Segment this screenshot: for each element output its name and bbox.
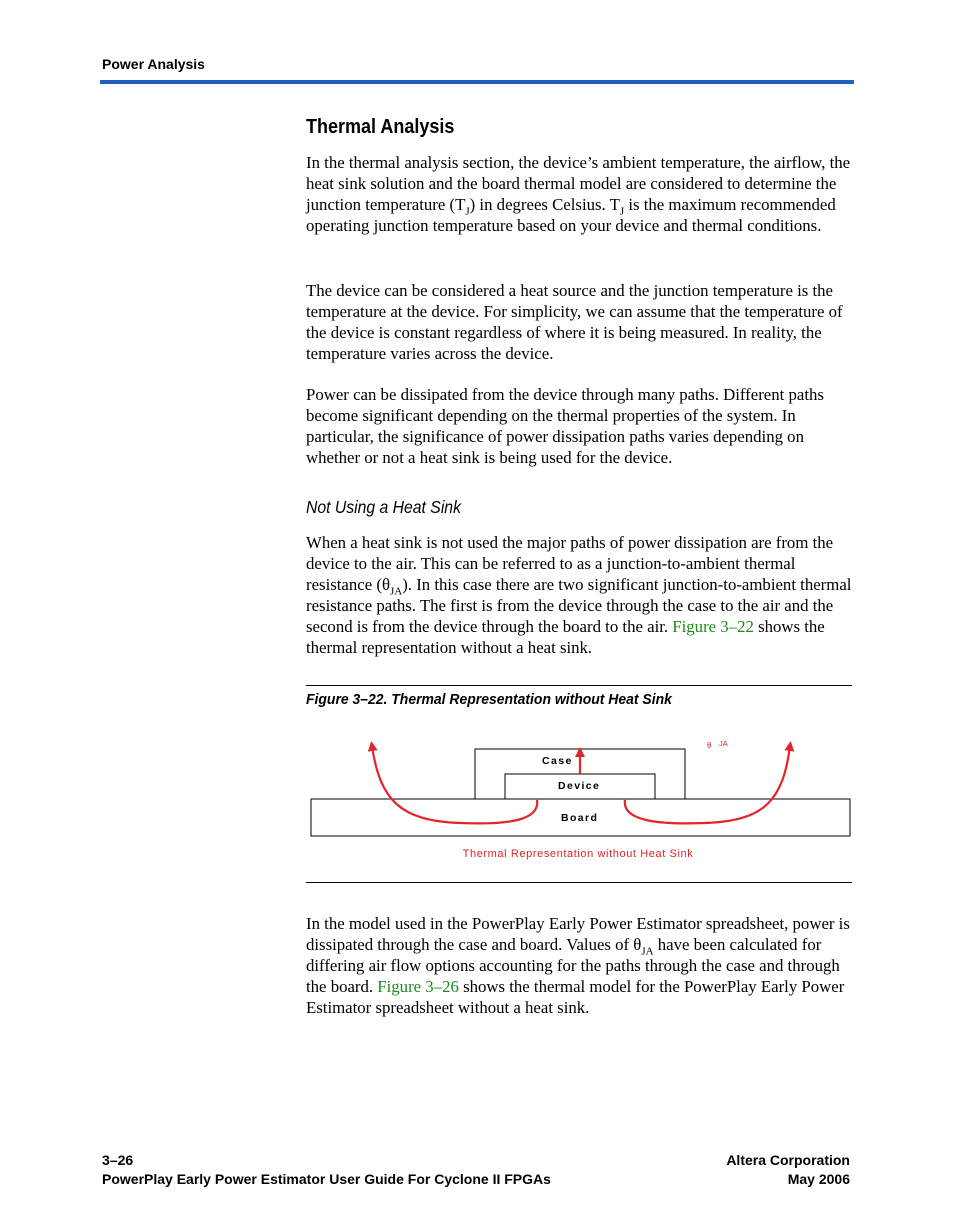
case-label: Case [542,755,573,767]
figure-bottom-rule [306,882,852,883]
paragraph-text: shows the thermal model for the PowerPlay Early Power Estimator spreadsheet without a heat sink. [306,977,845,1017]
header-rule [100,80,854,84]
section-title: Thermal Analysis [306,116,455,138]
document-title: PowerPlay Early Power Estimator User Guide For Cyclone II FPGAs [102,1171,551,1187]
paragraph-text: ) in degrees Celsius. T [469,195,620,214]
thermal-diagram [300,730,860,870]
device-label: Device [558,780,601,792]
subscript: J [465,205,470,218]
figure-3-26-link[interactable]: Figure 3–26 [377,977,459,996]
subscript: JA [641,945,654,958]
footer-left [102,1151,551,1189]
paragraph-text: shows the thermal representation without a heat sink. [306,617,825,657]
figure-top-rule [306,685,852,686]
figure-caption: Figure 3–22. Thermal Representation without Heat Sink [306,691,672,708]
paragraph-model [306,913,854,1018]
theta-symbol: θ [707,741,712,750]
company-name: Altera Corporation [726,1152,850,1168]
paragraph-no-heat-sink [306,532,854,658]
publication-date: May 2006 [787,1171,850,1187]
paragraph-text: ). In this case there are two significant junction-to-ambient thermal resistance paths. The first is from the device through the case to the air and the second is from the device through the board to the air. [306,575,852,636]
paragraph-text: In the model used in the PowerPlay Early Power Estimator spreadsheet, power is dissipated through the case and board. Values of θ [306,914,850,954]
board-label: Board [561,812,599,824]
paragraph-text: When a heat sink is not used the major paths of power dissipation are from the device to the air. This can be referred to as a junction-to-ambient thermal resistance (θ [306,533,834,594]
paragraph-power-paths: Power can be dissipated from the device through many paths. Different paths become significant depending on the thermal properties of the system. In particular, the significance of power dissipation paths varies depending on whether or not a heat sink is being used for the device. [306,385,824,467]
page-number: 3–26 [102,1152,134,1168]
paragraph-intro [306,152,854,236]
running-header: Power Analysis [102,56,205,72]
figure-3-22-link[interactable]: Figure 3–22 [672,617,754,636]
theta-subscript: JA [719,739,728,748]
paragraph-text: have been calculated for differing air flow options accounting for the paths through the case and through the board. [306,935,840,996]
paragraph-heat-source: The device can be considered a heat source and the junction temperature is the temperature at the device. For simplicity, we can assume that the temperature of the device is constant regardless of where it is being measured. In reality, the temperature varies across the device. [306,281,843,363]
paragraph-text: In the thermal analysis section, the device’s ambient temperature, the airflow, the heat sink solution and the board thermal model are considered to determine the junction temperature (T [306,153,851,214]
subscript: J [619,205,625,218]
subscript: JA [389,585,403,598]
paragraph-text: is the maximum recommended operating junction temperature based on your device and thermal conditions. [306,195,836,235]
figure-inner-caption: Thermal Representation without Heat Sink [462,848,694,860]
footer-right [726,1151,850,1189]
subsection-title: Not Using a Heat Sink [306,497,461,517]
